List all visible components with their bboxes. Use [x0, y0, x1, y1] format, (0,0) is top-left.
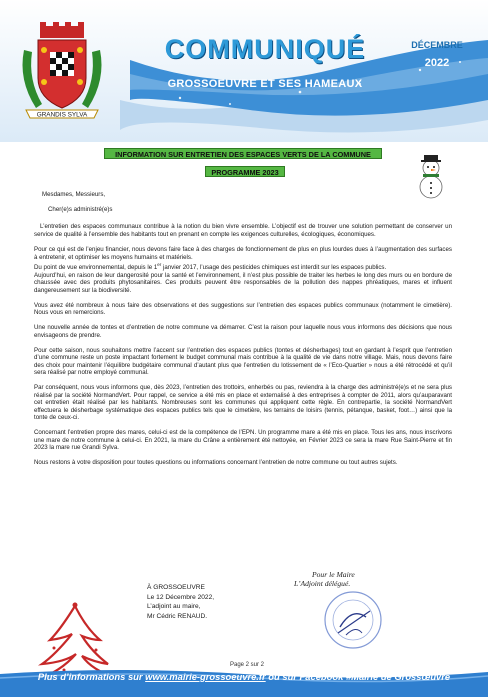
info-title-box: INFORMATION SUR ENTRETIEN DES ESPACES VERTS DE LA COMMUNE	[104, 148, 382, 159]
paragraph-3: Vous avez été nombreux à nous faire des observations et des suggestions sur l’entretien des espaces publics communaux (notamment le cimetière). Nous vous en remercions.	[34, 301, 452, 317]
footer-prefix: Plus d’informations sur	[37, 671, 146, 682]
signature-block	[147, 583, 214, 621]
signature-right-line2: L’Adjoint délégué.	[294, 579, 351, 588]
signature-place: À GROSSOEUVRE	[147, 584, 205, 591]
issue-year: 2022	[424, 57, 450, 69]
page-number: Page 2 sur 2	[230, 662, 265, 668]
salutation: Mesdames, Messieurs,	[42, 191, 106, 198]
paragraph-2b-sup: er	[157, 262, 162, 268]
footer-mid: ou sur Facebook	[265, 671, 346, 682]
signature-role: L’adjoint au maire,	[147, 603, 201, 611]
programme-title-box: PROGRAMME 2023	[205, 166, 285, 177]
website-link[interactable]: www.mairie-grossoeuvre.fr	[145, 671, 266, 682]
paragraph-4: Une nouvelle année de tontes et d’entretien de notre commune va démarrer. C’est la raison pour laquelle nous vous informons des décisions que nous envisageons de prendre.	[34, 324, 452, 339]
salutation-2: Cher(e)s administré(e)s	[48, 205, 113, 213]
issue-month: DÉCEMBRE	[411, 40, 463, 50]
paragraph-8: Nous restons à votre disposition pour toutes questions ou informations concernant l’entretien de notre commune ou tout autres sujets.	[34, 459, 398, 467]
paragraph-2b-start: Du point de vue environnemental, depuis le 1	[34, 264, 158, 272]
signature-name: Mr Cédric RENAUD.	[147, 612, 208, 620]
paragraph-1: L’entretien des espaces communaux contribue à la notion du bien vivre ensemble. L’objectif est de trouver une solution permettant de conserver un service de qualité à l’ensemble des habitants tout en prenant en compte les exigences culturelles, écologiques, économiques.	[34, 223, 452, 239]
paragraph-2a: Pour ce qui est de l’enjeu financier, nous devons faire face à des charges de fonctionnement de plus en plus lourdes dues à l’augmentation des surfaces à entretenir, et optimiser les moyens humains et matériels.	[34, 245, 452, 261]
paragraph-7: Concernant l’entretien propre des mares, celui-ci est de la compétence de l’EPN. Un programme mare a été mis en place. Tous les ans, nous inscrivons une mare de notre commune à celui-ci. En 2021, la mare du Crâne a entièrement été nettoyée, en Février 2023 ce sera la mare Rue Saint-Pierre et fin 2023 la mare rue Grandi Sylva.	[34, 429, 452, 452]
page-subtitle: GROSSOEUVRE ET SES HAMEAUX	[167, 78, 363, 90]
header-banner	[0, 0, 488, 142]
paragraph-2	[34, 246, 452, 294]
town-crest-icon	[16, 20, 108, 124]
letter-body	[34, 191, 452, 474]
signature-date: Le 12 Décembre 2022,	[147, 593, 215, 601]
paragraph-2b-end: janvier 2017, l’usage des pesticides chimiques est interdit sur les espaces publics.	[161, 264, 387, 272]
page-title: COMMUNIQUÉ	[164, 34, 366, 64]
crest-banner-text: GRANDIS SYLVA	[36, 111, 88, 119]
signature-right	[294, 570, 355, 588]
footer-text	[0, 671, 488, 682]
paragraph-6: Par conséquent, nous vous informons que, dès 2023, l’entretien des trottoirs, enherbés ou pas, reviendra à la charge des administré(e)s et ne sera plus réalisé par la société NormandVert. Pour rappel, ce service a été mis en place et externalisé à des entreprises à compter de 2011, alors qu’auparavant cet entretien était réalisé par les habitants. Nombreuses sont les communes qui appliquent cette règle. En contrepartie, la société NormandVert effectuera le désherbage systématique des espaces publics tels que le cimetière, les terrains de loisirs (tennis, pétanque, basket, foot…) ainsi que la tonte de ceux-ci.	[34, 384, 452, 422]
official-stamp-icon	[322, 589, 384, 651]
facebook-link[interactable]: #Mairie de Grossœuvre	[345, 671, 451, 682]
paragraph-5: Pour cette saison, nous souhaitons mettre l’accent sur l’entretien des espaces publics (tontes et désherbages) tout en gardant à l’esprit que l’entretien d’une commune reste un poste impactant fortement le budget communal mais contribue à la qualité de vie dans notre village. Mais, nous devons faire des choix pour maintenir l’équilibre budgétaire communal d’autant plus que l’entretien du lotissement de « l’Eco-Quartier » nous a été rétrocédé et qu’il sera réalisé par notre employé communal.	[34, 346, 452, 377]
signature-right-line1: Pour le Maire	[312, 570, 355, 579]
paragraph-2c: Aujourd’hui, en raison de leur dangerosité pour la santé et l’environnement, il n’est plus possible de traiter les herbes le long des murs ou en bordure de chaussée avec des produits phytosanitaires. Ces produits peuvent être responsables de la pollution des nappes phréatiques, mares et influent dangereusement sur la biodiversité.	[34, 271, 452, 294]
